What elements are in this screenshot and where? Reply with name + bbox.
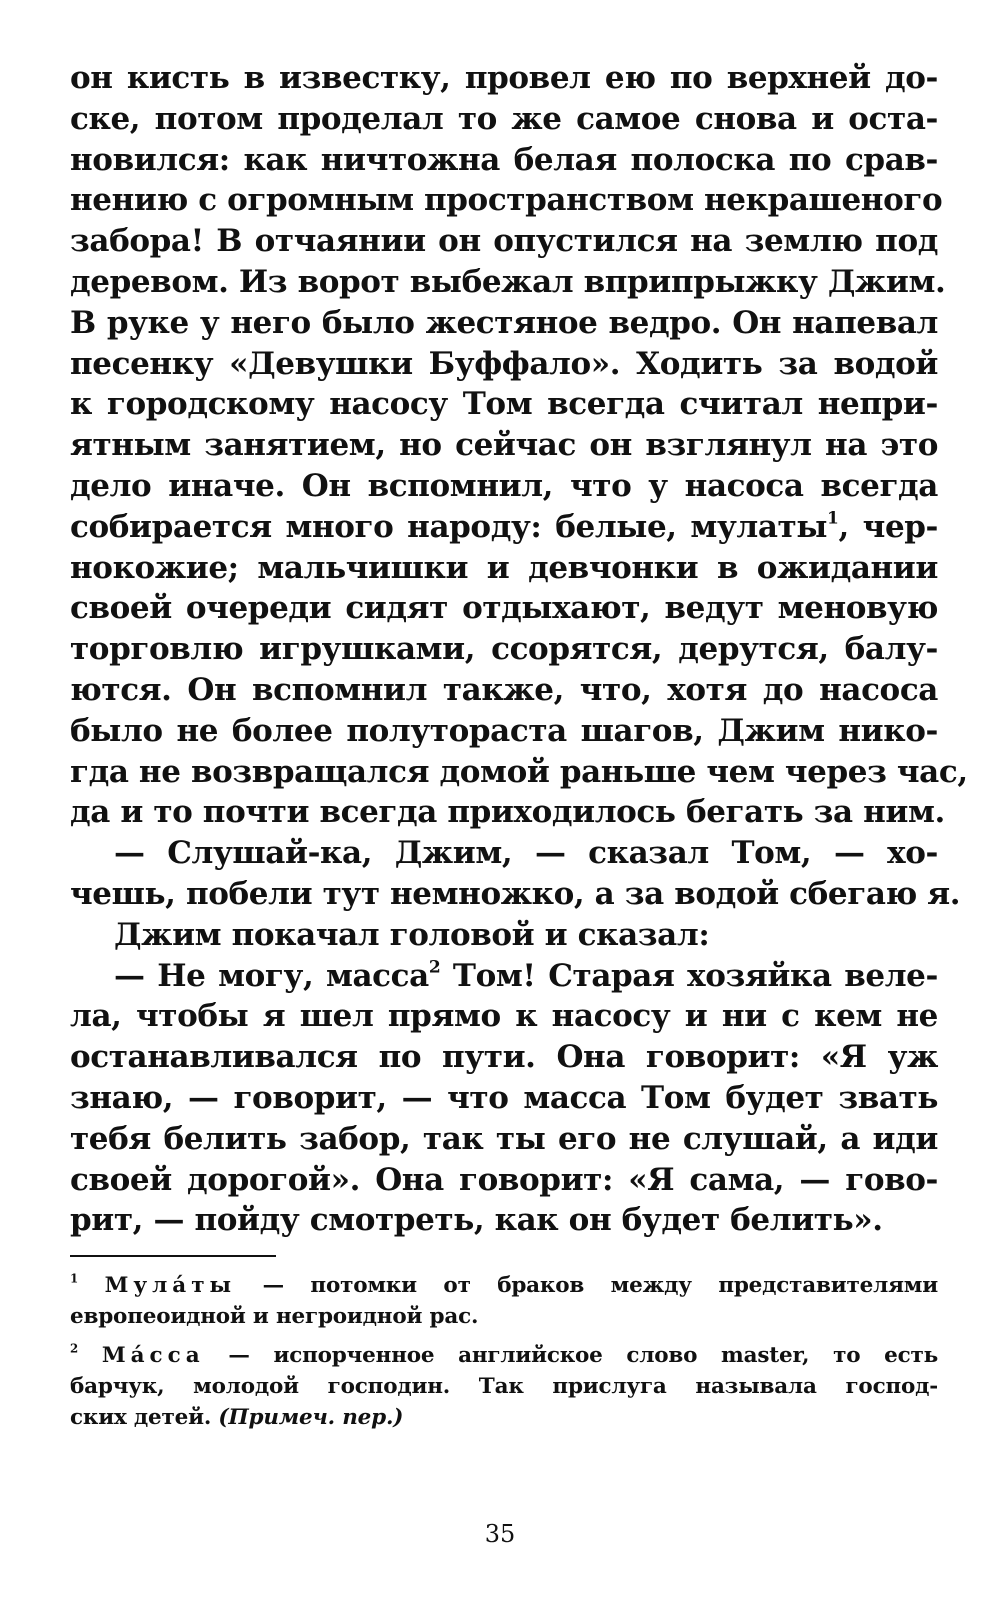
text-line: тебя белить забор, так ты его не слушай, а иди <box>70 1120 938 1157</box>
footnote-line <box>70 1340 938 1371</box>
footnote-term: Мулáты <box>104 1273 237 1298</box>
text-segment: — Не могу, масса <box>114 957 429 994</box>
footnote-1 <box>70 1270 938 1332</box>
text-line: ске, потом проделал то же самое снова и оста- <box>70 100 938 137</box>
text-segment: , чер- <box>838 508 939 545</box>
text-line-with-footnote <box>70 507 938 548</box>
text-line: торговлю игрушками, ссорятся, дерутся, балу- <box>70 631 938 668</box>
translator-note: (Примеч. пер.) <box>218 1405 404 1430</box>
footnote-line <box>70 1270 938 1301</box>
footnote-line <box>70 1402 938 1433</box>
footnotes <box>70 1270 938 1441</box>
page-number: 35 <box>484 1520 516 1548</box>
dialogue-line: — Слушай-ка, Джим, — сказал Том, — хо- <box>114 835 938 872</box>
text-line: своей дорогой». Она говорит: «Я сама, — гово- <box>70 1161 938 1198</box>
text-segment: собирается много народу: белые, мулаты <box>70 508 828 545</box>
footnote-marker: 1 <box>827 508 839 529</box>
dialogue-line: Джим покачал головой и сказал: <box>114 916 710 953</box>
text-line: своей очереди сидят отдыхают, ведут меновую <box>70 590 938 627</box>
text-line: останавливался по пути. Она говорит: «Я уж <box>70 1039 938 1076</box>
text-line: песенку «Девушки Буффало». Ходить за водой <box>70 345 938 382</box>
text-line: дело иначе. Он вспомнил, что у насоса всегда <box>70 467 938 504</box>
text-line: ятным занятием, но сейчас он взглянул на это <box>70 427 938 464</box>
footnote-line: барчук, молодой господин. Так прислуга называла господ- <box>70 1374 938 1399</box>
text-line: нению с огромным пространством некрашеного <box>70 182 943 219</box>
text-line: В руке у него было жестяное ведро. Он напевал <box>70 304 938 341</box>
text-line: он кисть в известку, провел ею по верхней до- <box>70 60 938 96</box>
footnote-2 <box>70 1340 938 1433</box>
text-line: к городскому насосу Том всегда считал непри- <box>70 386 938 423</box>
footnote-marker: 2 <box>428 956 441 977</box>
text-line: забора! В отчаянии он опустился на землю под <box>70 223 938 260</box>
text-line: да и то почти всегда приходилось бегать за ним. <box>70 794 945 831</box>
text-line: нокожие; мальчишки и девчонки в ожидании <box>70 549 938 586</box>
footnote-term: Мáсса <box>101 1343 205 1368</box>
footnote-text: — испорченное английское слово master, то есть <box>204 1343 938 1368</box>
footnote-text: — потомки от браков между представителями <box>236 1273 938 1298</box>
footnote-line: европеоидной и негроидной рас. <box>70 1304 479 1329</box>
text-line: чешь, побели тут немножко, а за водой сбегаю я. <box>70 875 961 912</box>
footnote-number: 2 <box>70 1341 79 1356</box>
text-line: деревом. Из ворот выбежал вприпрыжку Джим. <box>70 263 946 300</box>
text-line: знаю, — говорит, — что масса Том будет звать <box>70 1079 938 1116</box>
text-line: ются. Он вспомнил также, что, хотя до насоса <box>70 671 938 708</box>
text-line: новился: как ничтожна белая полоска по срав- <box>70 141 938 178</box>
main-text <box>70 58 968 1241</box>
text-line: ла, чтобы я шел прямо к насосу и ни с кем не <box>70 998 938 1035</box>
text-segment: Том! Старая хозяйка веле- <box>440 957 938 994</box>
dialogue-line-with-footnote <box>70 956 938 997</box>
footnote-number: 1 <box>70 1271 79 1286</box>
footnote-divider <box>70 1255 276 1257</box>
text-line: было не более полутораста шагов, Джим нико- <box>70 712 938 749</box>
page-body <box>70 58 968 1241</box>
footnote-text: ских детей. <box>70 1405 219 1430</box>
text-line: рит, — пойду смотреть, как он будет белить». <box>70 1202 883 1239</box>
text-line: гда не возвращался домой раньше чем через час, <box>70 753 968 790</box>
